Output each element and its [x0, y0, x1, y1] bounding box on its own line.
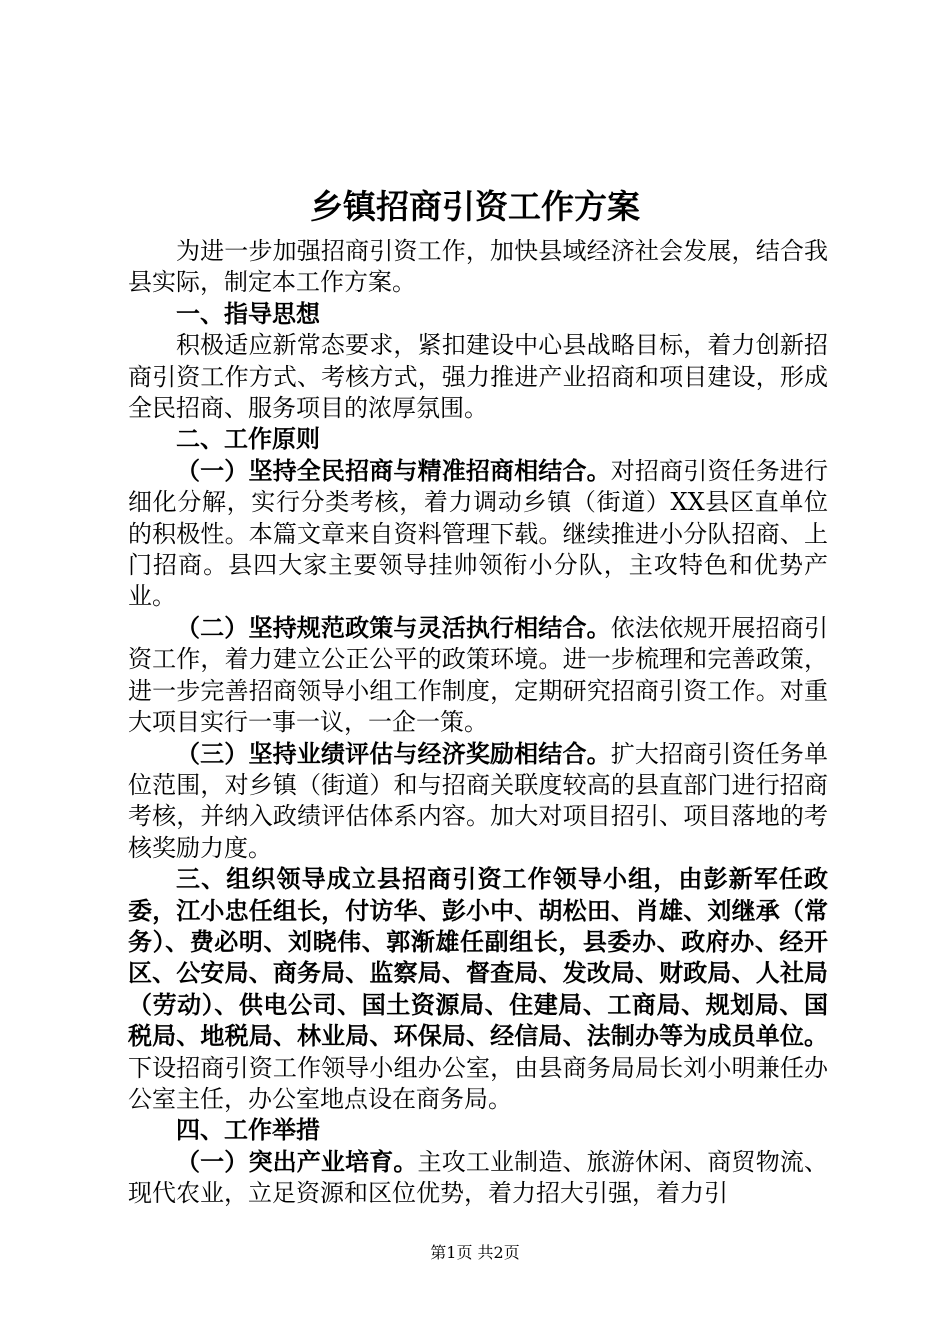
- organization-paragraph: [128, 864, 828, 1115]
- principle-1-paragraph: [128, 456, 828, 613]
- measure-1-text: 主攻工业制造、旅游休闲、商贸物流、现代农业，立足资源和区位优势，着力招大引强，着力引: [128, 1147, 829, 1208]
- measure-1-paragraph: [128, 1147, 828, 1210]
- principle-3-lead: （三）坚持业绩评估与经济奖励相结合。: [176, 739, 611, 768]
- principle-1-text: 对招商引资任务进行细化分解，实行分类考核，着力调动乡镇（街道）XX县区直单位的积极性。本篇文章来自资料管理下载。继续推进小分队招商、上门招商。县四大家主要领导挂帅领衔小分队，主攻特色和优势产业。: [128, 456, 829, 611]
- section-heading-guiding-thought: 一、指导思想: [176, 299, 320, 328]
- principle-2-lead: （二）坚持规范政策与灵活执行相结合。: [176, 613, 611, 642]
- document-title: 乡镇招商引资工作方案: [310, 187, 640, 226]
- principle-1-lead: （一）坚持全民招商与精准招商相结合。: [176, 456, 611, 485]
- section-heading-work-measures: 四、工作举措: [176, 1116, 320, 1145]
- principle-3-paragraph: [128, 739, 828, 865]
- guiding-thought-paragraph: 积极适应新常态要求，紧扣建设中心县战略目标，着力创新招商引资工作方式、考核方式，强力推进产业招商和项目建设，形成全民招商、服务项目的浓厚氛围。: [128, 331, 828, 423]
- principle-3-text: 扩大招商引资任务单位范围，对乡镇（街道）和与招商关联度较高的县直部门进行招商考核，并纳入政绩评估体系内容。加大对项目招引、项目落地的考核奖励力度。: [128, 739, 829, 862]
- intro-paragraph: 为进一步加强招商引资工作，加快县域经济社会发展，结合我县实际，制定本工作方案。: [128, 237, 828, 297]
- page-footer: 第1页 共2页: [430, 1243, 520, 1262]
- organization-lead: 三、组织领导成立县招商引资工作领导小组，由彭新军任政委，江小忠任组长，付访华、彭小中、胡松田、肖雄、刘继承（常务）、费必明、刘晓伟、郭渐雄任副组长，县委办、政府办、经开区、公安局、商务局、监察局、督查局、发改局、财政局、人社局（劳动）、供电公司、国土资源局、住建局、工商局、规划局、国税局、地税局、林业局、环保局、经信局、法制办等为成员单位。: [128, 865, 828, 1051]
- section-heading-work-principles: 二、工作原则: [176, 425, 320, 454]
- principle-2-paragraph: [128, 613, 828, 739]
- document-body: [128, 236, 828, 1210]
- measure-1-lead: （一）突出产业培育。: [176, 1147, 418, 1176]
- principle-2-text: 依法依规开展招商引资工作，着力建立公正公平的政策环境。进一步梳理和完善政策，进一步完善招商领导小组工作制度，定期研究招商引资工作。对重大项目实行一事一议，一企一策。: [128, 613, 829, 737]
- organization-text: 下设招商引资工作领导小组办公室，由县商务局局长刘小明兼任办公室主任，办公室地点设在商务局。: [128, 1053, 828, 1113]
